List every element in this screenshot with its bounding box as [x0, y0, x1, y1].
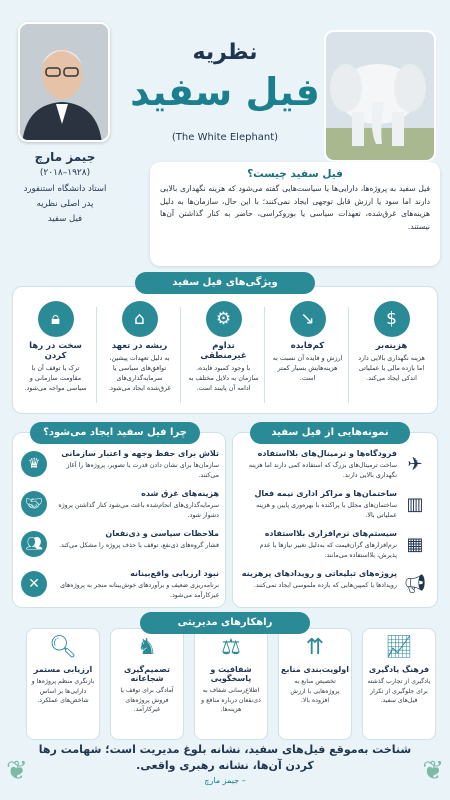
strategy-title: ارزیابی مستمر [33, 665, 93, 674]
feature-desc: با وجود کمبود فایده، سازمان به دلایل مختلف به ادامه آن پایبند است. [188, 364, 259, 392]
bank-icon: ⌂ [122, 301, 158, 337]
strategy-desc: یادگیری از تجارب گذشته برای جلوگیری از تکرار فیل‌های سفید. [367, 678, 431, 704]
features-heading: ویژگی‌های فیل سفید [135, 272, 315, 294]
scale-icon: ⚖ [221, 635, 241, 660]
example-desc: ساخت ترمینال‌های بزرگ که استفاده کمی دارند اما هزینه نگهداری بالایی دارند. [248, 462, 397, 479]
strategy-desc: آمادگی برای توقف یا فروش پروژه‌های غیرکارآمد. [120, 687, 174, 713]
growth-chart-icon: 📈︎ [385, 635, 413, 660]
intro-card [150, 162, 440, 266]
divider [348, 307, 349, 403]
strategy-title: تصمیم‌گیری شجاعانه [123, 665, 170, 683]
strategy-desc: تخصیص منابع به پروژه‌هایی با ارزش افزوده بالا. [290, 678, 340, 704]
feature-item [272, 301, 343, 409]
feature-title: کم‌فایده [290, 341, 325, 351]
elephant-photo [324, 30, 436, 162]
cause-title: نبود ارزیابی واقع‌بینانه [130, 569, 219, 578]
strategy-card [194, 628, 268, 740]
megaphone-icon: 📢︎ [403, 574, 427, 595]
money-up-icon: ⇈ [305, 635, 325, 660]
causes-panel [12, 432, 226, 608]
strategy-card [362, 628, 436, 740]
person-years: (۱۹۲۸–۲۰۱۸) [39, 168, 91, 178]
quote-author: – جیمز مارچ [204, 776, 246, 785]
portrait-photo [18, 22, 110, 142]
cause-desc: فشار گروه‌های ذی‌نفع، توقف یا حذف پروژه را مشکل می‌کند. [58, 542, 219, 549]
example-desc: رویدادها یا کمپین‌هایی که بازده ملموسی ایجاد نمی‌کنند. [253, 582, 397, 589]
intro-text: فیل سفید به پروژه‌ها، دارایی‌ها یا سیاست‌هایی گفته می‌شود که هزینه نگهداری بالایی دارند اما سود یا ارزش قابل توجهی ایجاد نمی‌کنند؛ با این حال، سازمان‌ها به دلیل هزینه‌های غرق‌شده، تعهدات سیاسی یا بوروکراسی، حاضر به کنار گذاشتن آن‌ها نیستند. [160, 184, 430, 231]
person-desc-line2: پدر اصلی نظریه [36, 199, 94, 209]
person-desc-line1: استاد دانشگاه استنفورد [23, 184, 107, 194]
strategy-title: شفافیت و پاسخگویی [210, 665, 252, 683]
example-title: پروژه‌های تبلیغاتی و رویدادهای پرهزینه [241, 569, 397, 578]
strategy-card [110, 628, 184, 740]
cause-title: تلاش برای حفظ وجهه و اعتبار سازمانی [61, 449, 219, 458]
divider [264, 307, 265, 403]
intro-heading: فیل سفید چیست؟ [247, 168, 343, 180]
quote-text: شناخت به‌موقع فیل‌های سفید، نشانه بلوغ مدیریت است؛ شهامت رها کردن آن‌ها، نشانه رهبری واقعی. [38, 743, 412, 772]
example-item [239, 529, 427, 565]
cause-item [21, 489, 219, 525]
cause-desc: برنامه‌ریزی ضعیف و برآوردهای خوش‌بینانه منجر به پروژه‌های غیرکارآمد می‌شود. [60, 582, 219, 599]
cause-title: ملاحظات سیاسی و ذی‌نفعان [105, 529, 219, 538]
feature-desc: به دلیل تعهدات پیشین، توافق‌های سیاسی یا سرمایه‌گذاری‌های غرق‌شده ایجاد می‌شود. [108, 354, 171, 392]
building-icon: ▥ [406, 494, 424, 515]
example-item [239, 489, 427, 525]
handshake-icon: 🤝︎ [21, 491, 47, 517]
causes-heading: چرا فیل سفید ایجاد می‌شود؟ [30, 422, 200, 444]
example-item [239, 569, 427, 605]
feature-title: ریشه در تعهد [111, 341, 168, 351]
feature-item [188, 301, 259, 409]
cause-item [21, 449, 219, 485]
coin-icon: $ [374, 301, 410, 337]
chart-down-icon: ↘ [290, 301, 326, 337]
examples-panel [232, 432, 438, 608]
people-icon: 👥︎ [21, 531, 47, 557]
feature-desc: ارزش و فایده آن نسبت به هزینه‌هایش بسیار کمتر است. [272, 354, 343, 382]
lock-icon: 🔒︎ [38, 301, 74, 337]
cause-desc: سرمایه‌گذاری‌های انجام‌شده باعث می‌شود کنار گذاشتن پروژه دشوار شود. [58, 502, 219, 519]
strategy-desc: اطلاع‌رسانی شفاف به ذی‌نفعان درباره منافع و هزینه‌ها. [201, 687, 261, 713]
feature-desc: هزینه نگهداری بالایی دارد اما بازده مالی یا عملیاتی اندکی ایجاد می‌کند. [358, 354, 425, 382]
feature-title: هزینه‌بر [375, 341, 408, 351]
example-item [239, 449, 427, 485]
chess-icon: ♞ [137, 635, 157, 660]
quote-block [32, 742, 418, 794]
strategy-card [278, 628, 352, 740]
subtitle: (The White Elephant) [171, 132, 279, 143]
cubes-icon: ▦ [406, 534, 424, 555]
title-line1: نظریه [192, 40, 258, 65]
example-desc: نرم‌افزارهای گران‌قیمت که به‌دلیل تغییر نیازها یا عدم پذیرش، بلااستفاده می‌مانند. [259, 542, 397, 559]
person-description [10, 182, 120, 227]
leaf-decoration-icon: ❦ [6, 756, 28, 786]
feature-desc: ترک یا توقف آن با مقاومت سازمانی و سیاسی مواجه می‌شود. [24, 364, 87, 392]
features-panel [12, 286, 438, 414]
cause-desc: سازمان‌ها برای نشان دادن قدرت یا تصویر، پروژه‌ها را آغاز می‌کنند. [66, 462, 219, 479]
magnifier-icon: 🔍︎ [49, 635, 77, 660]
feature-item [104, 301, 175, 409]
crown-icon: ♛ [21, 451, 47, 477]
cause-title: هزینه‌های غرق شده [141, 489, 219, 498]
strategy-card [26, 628, 100, 740]
strategy-title: فرهنگ یادگیری [368, 665, 430, 674]
title-line2: فیل سفید [130, 70, 320, 114]
examples-heading: نمونه‌هایی از فیل سفید [250, 422, 410, 444]
cause-item [21, 529, 219, 565]
example-desc: ساختمان‌های مجلل یا پراکنده با بهره‌وری پایین و هزینه عملیاتی بالا. [256, 502, 397, 519]
feature-title: تداوم غیرمنطقی [200, 341, 247, 361]
divider [96, 307, 97, 403]
feature-title: سخت در رها کردن [29, 341, 82, 361]
strategies-heading: راهکارهای مدیریتی [140, 612, 310, 634]
person-desc-line3: فیل سفید [47, 214, 83, 224]
strategy-title: اولویت‌بندی منابع [281, 665, 349, 674]
gears-icon: ⚙ [206, 301, 242, 337]
person-name: جیمز مارچ [34, 150, 96, 164]
feature-item [20, 301, 91, 409]
example-title: ساختمان‌ها و مراکز اداری نیمه فعال [254, 489, 397, 498]
cross-icon: ✕ [21, 571, 47, 597]
strategy-desc: بازنگری منظم پروژه‌ها و دارایی‌ها بر اساس شاخص‌های عملکرد. [31, 678, 95, 704]
feature-item [356, 301, 427, 409]
leaf-decoration-icon: ❦ [422, 756, 444, 786]
example-title: سیستم‌های نرم‌افزاری بلااستفاده [264, 529, 397, 538]
divider [180, 307, 181, 403]
example-title: فرودگاه‌ها و ترمینال‌های بلااستفاده [257, 449, 397, 458]
plane-icon: ✈ [407, 454, 423, 475]
cause-item [21, 569, 219, 605]
